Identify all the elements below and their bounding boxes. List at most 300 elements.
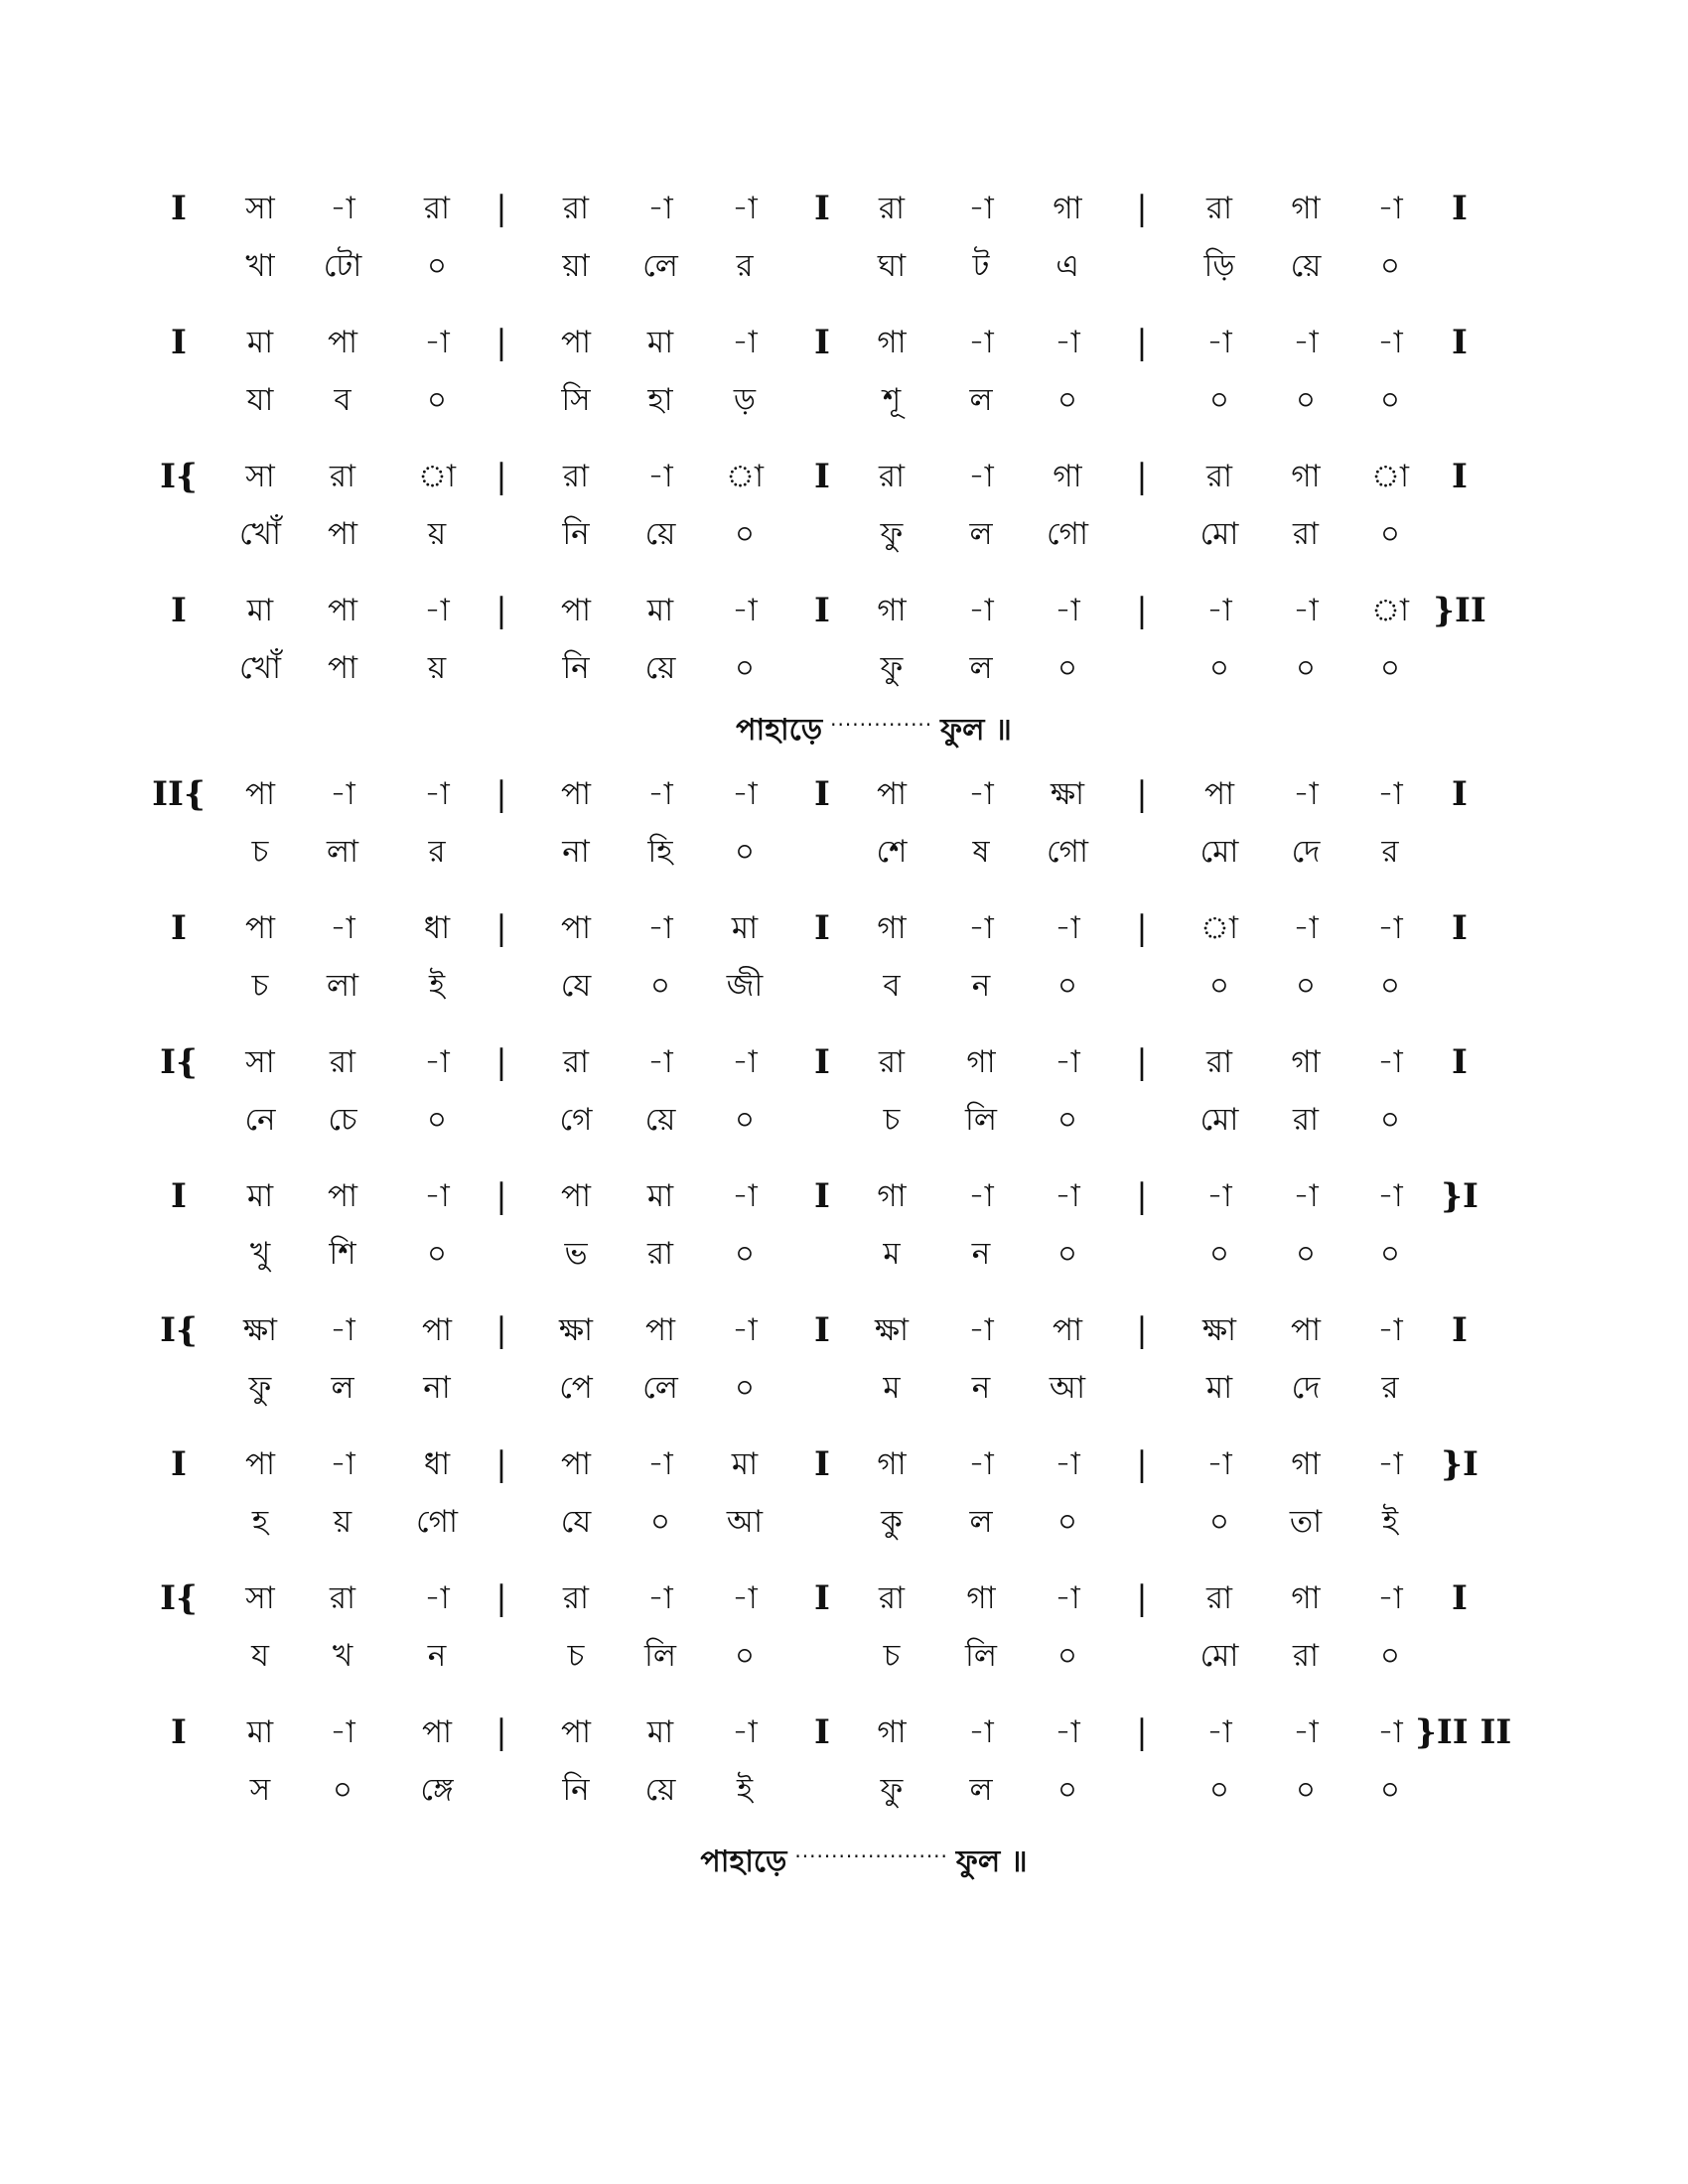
lyric-syllable: খু	[249, 1236, 271, 1272]
swara-note: -া	[1377, 776, 1403, 812]
swara-note: া	[1370, 459, 1409, 494]
lyric-syllable: জী	[726, 968, 764, 1004]
notation-line	[0, 447, 1688, 576]
swara-note: পা	[244, 1446, 276, 1482]
lyric-syllable: শূ	[882, 382, 902, 418]
bar-mark: I	[1452, 189, 1468, 228]
lyric-syllable: টো	[323, 248, 362, 284]
swara-note: -া	[424, 1044, 450, 1080]
swara-note: সা	[245, 459, 275, 494]
lyric-syllable: ০	[1295, 968, 1317, 1004]
swara-note: -া	[1055, 593, 1080, 628]
swara-note: -া	[968, 1178, 994, 1214]
swara-note: রা	[878, 191, 906, 226]
lyric-syllable: ফু	[880, 1772, 904, 1808]
swara-note: গা	[877, 1714, 907, 1750]
notation-line	[0, 898, 1688, 1027]
lyric-syllable: আ	[726, 1504, 764, 1540]
swara-note: -া	[647, 191, 673, 226]
swara-note: মা	[646, 1178, 674, 1214]
bar-mark: I	[814, 189, 830, 228]
swara-note: পা	[560, 1178, 592, 1214]
bar-mark: I	[814, 323, 830, 362]
lyric-syllable: ০	[734, 1236, 756, 1272]
lyric-syllable: ই	[428, 968, 446, 1004]
lyric-syllable: ম	[883, 1370, 901, 1406]
swara-note: -া	[1377, 1714, 1403, 1750]
swara-row	[0, 447, 1688, 506]
swara-note: গা	[1291, 459, 1321, 494]
bar-mark: |	[495, 591, 507, 630]
lyric-syllable: ০	[734, 1370, 756, 1406]
swara-note: -া	[647, 776, 673, 812]
swara-note: -া	[968, 776, 994, 812]
bar-mark: I	[171, 591, 187, 630]
lyric-syllable: ব	[334, 382, 352, 418]
lyric-syllable: ড়ি	[1203, 248, 1235, 284]
swara-note: মা	[646, 325, 674, 360]
swara-note: ক্ষা	[558, 1312, 594, 1348]
lyric-syllable: না	[562, 834, 590, 870]
swara-note: -া	[968, 1312, 994, 1348]
swara-note: -া	[732, 593, 758, 628]
bar-mark: I{	[160, 1578, 198, 1618]
swara-note: া	[725, 459, 764, 494]
swara-note: -া	[1377, 325, 1403, 360]
swara-note: মা	[246, 593, 274, 628]
notation-line	[0, 1032, 1688, 1161]
swara-note: মা	[646, 1714, 674, 1750]
lyric-syllable: লি	[965, 1102, 997, 1138]
lyric-syllable: হি	[647, 834, 673, 870]
swara-note: ক্ষা	[1050, 776, 1085, 812]
lyric-syllable: লা	[326, 968, 359, 1004]
lyric-syllable: স	[249, 1772, 271, 1808]
bar-mark: |	[1136, 1042, 1148, 1082]
lyric-syllable: কু	[881, 1504, 903, 1540]
swara-note: সা	[245, 1044, 275, 1080]
refrain-line	[0, 700, 1688, 755]
lyric-syllable: গো	[1047, 516, 1088, 552]
swara-note: -া	[330, 910, 355, 946]
notation-line	[0, 1166, 1688, 1296]
notation-line	[0, 581, 1688, 710]
swara-note: -া	[1293, 910, 1319, 946]
swara-note: মা	[731, 1446, 759, 1482]
lyric-syllable: গে	[559, 1102, 593, 1138]
notation-line	[0, 1703, 1688, 1832]
swara-row	[0, 313, 1688, 372]
swara-note: রা	[1205, 459, 1233, 494]
lyric-syllable: ০	[426, 1102, 448, 1138]
bar-mark: I	[171, 1444, 187, 1484]
lyric-syllable: ০	[1208, 1504, 1230, 1540]
lyric-syllable: ০	[1379, 1236, 1401, 1272]
lyric-syllable: য়ে	[644, 516, 676, 552]
lyric-syllable: ফু	[880, 516, 904, 552]
lyric-syllable: ভ	[564, 1236, 588, 1272]
swara-note: -া	[1055, 1044, 1080, 1080]
lyric-syllable: নি	[562, 516, 590, 552]
lyric-syllable: ন	[971, 1370, 991, 1406]
swara-note: রা	[878, 1580, 906, 1616]
swara-note: পা	[560, 1446, 592, 1482]
swara-note: -া	[330, 776, 355, 812]
lyric-syllable: ন	[971, 1236, 991, 1272]
lyric-syllable: ০	[332, 1772, 353, 1808]
swara-note: রা	[1205, 1044, 1233, 1080]
swara-note: -া	[1206, 1446, 1232, 1482]
swara-note: মা	[731, 910, 759, 946]
lyric-syllable: ঙ্গে	[420, 1772, 454, 1808]
swara-note: -া	[1377, 1178, 1403, 1214]
lyric-syllable: ০	[1056, 1504, 1078, 1540]
lyric-syllable: ০	[734, 650, 756, 686]
swara-note: ক্ষা	[1201, 1312, 1237, 1348]
bar-mark: }I	[1441, 1444, 1478, 1484]
lyric-syllable: এ	[1055, 248, 1079, 284]
lyric-syllable: দে	[1291, 834, 1321, 870]
swara-note: -া	[330, 191, 355, 226]
lyrics-row	[0, 1358, 1688, 1418]
lyric-syllable: ফু	[880, 650, 904, 686]
bar-mark: I	[1452, 1310, 1468, 1350]
swara-note: -া	[968, 325, 994, 360]
swara-note: -া	[968, 1446, 994, 1482]
swara-note: গা	[966, 1580, 996, 1616]
notation-line	[0, 313, 1688, 442]
lyric-syllable: চ	[251, 834, 269, 870]
swara-note: ক্ষা	[242, 1312, 278, 1348]
swara-note: -া	[330, 1714, 355, 1750]
lyric-syllable: চ	[251, 968, 269, 1004]
bar-mark: I	[1452, 1578, 1468, 1618]
bar-mark: |	[495, 457, 507, 496]
bar-mark: I{	[160, 1042, 198, 1082]
swara-note: -া	[1293, 776, 1319, 812]
lyric-syllable: খোঁ	[239, 650, 281, 686]
swara-note: -া	[732, 1044, 758, 1080]
lyric-syllable: যে	[560, 968, 592, 1004]
lyric-syllable: ০	[1208, 382, 1230, 418]
swara-note: -া	[424, 593, 450, 628]
lyric-syllable: ড়	[733, 382, 757, 418]
bar-mark: I	[1452, 323, 1468, 362]
bar-mark: I	[814, 1310, 830, 1350]
lyric-syllable: ব	[883, 968, 901, 1004]
lyric-syllable: নি	[562, 1772, 590, 1808]
bar-mark: I	[814, 1042, 830, 1082]
lyric-syllable: য়ে	[644, 1102, 676, 1138]
swara-note: রা	[1205, 1580, 1233, 1616]
swara-note: পা	[876, 776, 908, 812]
lyric-syllable: য়	[427, 650, 447, 686]
lyric-syllable: ০	[1379, 650, 1401, 686]
swara-note: -া	[647, 1446, 673, 1482]
swara-note: -া	[732, 191, 758, 226]
lyric-syllable: র	[1381, 1370, 1399, 1406]
swara-note: -া	[1055, 1446, 1080, 1482]
lyric-syllable: ০	[1208, 1772, 1230, 1808]
lyric-syllable: চ	[567, 1638, 585, 1674]
lyric-syllable: নি	[562, 650, 590, 686]
swara-note: গা	[877, 910, 907, 946]
bar-mark: |	[1136, 1176, 1148, 1216]
bar-mark: |	[1136, 323, 1148, 362]
lyric-syllable: য	[251, 1638, 269, 1674]
swara-note: -া	[1055, 1178, 1080, 1214]
swara-row	[0, 179, 1688, 238]
bar-mark: I	[1452, 774, 1468, 814]
swara-note: মা	[246, 1714, 274, 1750]
swara-note: -া	[1206, 593, 1232, 628]
swara-note: -া	[1293, 593, 1319, 628]
lyric-syllable: আ	[1049, 1370, 1086, 1406]
bar-mark: I	[814, 1712, 830, 1752]
lyric-syllable: ০	[734, 1102, 756, 1138]
lyric-syllable: ল	[331, 1370, 354, 1406]
lyrics-row	[0, 236, 1688, 296]
lyric-syllable: মো	[1199, 516, 1239, 552]
refrain-line	[0, 1832, 1688, 1887]
lyric-syllable: ০	[1208, 650, 1230, 686]
swara-note: -া	[1055, 325, 1080, 360]
lyric-syllable: য়ে	[1290, 248, 1322, 284]
lyric-syllable: র	[428, 834, 446, 870]
swara-note: পা	[327, 1178, 358, 1214]
lyric-syllable: রা	[646, 1236, 674, 1272]
bar-mark: I	[171, 908, 187, 948]
swara-note: -া	[1377, 910, 1403, 946]
lyric-syllable: ল	[969, 1504, 993, 1540]
swara-note: পা	[327, 593, 358, 628]
lyric-syllable: ০	[1056, 968, 1078, 1004]
lyrics-row	[0, 638, 1688, 698]
swara-row	[0, 1166, 1688, 1226]
lyric-syllable: ০	[1056, 1638, 1078, 1674]
refrain-dots: ·····················	[794, 1844, 948, 1868]
bar-mark: I	[814, 1176, 830, 1216]
bar-mark: I	[1452, 457, 1468, 496]
swara-note: -া	[647, 459, 673, 494]
lyric-syllable: যে	[560, 1504, 592, 1540]
swara-note: পা	[560, 325, 592, 360]
bar-mark: |	[495, 189, 507, 228]
lyrics-row	[0, 822, 1688, 882]
lyric-syllable: ০	[1208, 1236, 1230, 1272]
lyric-syllable: চে	[328, 1102, 357, 1138]
lyric-syllable: গো	[416, 1504, 458, 1540]
notation-line	[0, 1300, 1688, 1430]
lyric-syllable: খোঁ	[239, 516, 281, 552]
swara-note: -া	[424, 1178, 450, 1214]
bar-mark: }II	[1433, 591, 1486, 630]
lyric-syllable: ল	[969, 516, 993, 552]
lyrics-row	[0, 504, 1688, 564]
bar-mark: |	[1136, 457, 1148, 496]
swara-note: পা	[244, 910, 276, 946]
lyric-syllable: দে	[1291, 1370, 1321, 1406]
lyric-syllable: ০	[1379, 1102, 1401, 1138]
swara-row	[0, 581, 1688, 640]
bar-mark: |	[1136, 908, 1148, 948]
swara-note: -া	[732, 1312, 758, 1348]
refrain-start: পাহাড়ে	[736, 713, 823, 748]
swara-note: -া	[1206, 1714, 1232, 1750]
swara-note: া	[417, 459, 456, 494]
lyrics-row	[0, 1760, 1688, 1820]
bar-mark: I{	[160, 1310, 198, 1350]
bar-mark: |	[1136, 189, 1148, 228]
swara-note: রা	[562, 459, 590, 494]
lyric-syllable: চ	[883, 1638, 901, 1674]
bar-mark: |	[495, 1176, 507, 1216]
swara-note: পা	[421, 1312, 453, 1348]
lyric-syllable: হা	[647, 382, 673, 418]
lyric-syllable: ০	[1208, 968, 1230, 1004]
swara-note: পা	[421, 1714, 453, 1750]
bar-mark: |	[1136, 774, 1148, 814]
bar-mark: I	[171, 323, 187, 362]
swara-note: -া	[1377, 191, 1403, 226]
swara-note: -া	[732, 1580, 758, 1616]
refrain-end: ফুল ॥	[955, 1844, 1028, 1879]
lyric-syllable: ন	[971, 968, 991, 1004]
lyric-syllable: ফু	[248, 1370, 272, 1406]
lyric-syllable: পা	[327, 516, 358, 552]
bar-mark: I	[171, 1712, 187, 1752]
swara-note: -া	[968, 593, 994, 628]
lyric-syllable: লা	[326, 834, 359, 870]
swara-note: -া	[1206, 1178, 1232, 1214]
lyric-syllable: য়ে	[644, 1772, 676, 1808]
lyric-syllable: ল	[969, 1772, 993, 1808]
bar-mark: I	[1452, 908, 1468, 948]
lyric-syllable: ০	[1295, 1236, 1317, 1272]
lyric-syllable: রা	[1292, 516, 1320, 552]
lyric-syllable: লি	[644, 1638, 676, 1674]
notation-line	[0, 1434, 1688, 1564]
lyric-syllable: লি	[965, 1638, 997, 1674]
swara-note: -া	[732, 776, 758, 812]
swara-note: -া	[330, 1446, 355, 1482]
swara-note: -া	[732, 1714, 758, 1750]
bar-mark: |	[1136, 1712, 1148, 1752]
bar-mark: I	[814, 908, 830, 948]
swara-note: -া	[1377, 1044, 1403, 1080]
swara-row	[0, 898, 1688, 958]
lyric-syllable: মা	[1205, 1370, 1233, 1406]
lyric-syllable: রা	[1292, 1638, 1320, 1674]
swara-note: পা	[560, 910, 592, 946]
swara-note: রা	[423, 191, 451, 226]
lyric-syllable: ০	[1295, 650, 1317, 686]
lyric-syllable: না	[423, 1370, 451, 1406]
swara-note: -া	[1055, 1580, 1080, 1616]
lyric-syllable: ই	[1381, 1504, 1399, 1540]
bar-mark: |	[1136, 1444, 1148, 1484]
swara-note: া	[1199, 910, 1238, 946]
lyric-syllable: ই	[736, 1772, 754, 1808]
lyrics-row	[0, 1224, 1688, 1284]
swara-note: -া	[424, 1580, 450, 1616]
lyric-syllable: ম	[883, 1236, 901, 1272]
lyric-syllable: মো	[1199, 1638, 1239, 1674]
refrain-dots: ··············	[830, 713, 933, 737]
lyric-syllable: র	[736, 248, 754, 284]
swara-note: পা	[1052, 1312, 1083, 1348]
lyric-syllable: ০	[1379, 248, 1401, 284]
lyric-syllable: ০	[734, 516, 756, 552]
bar-mark: I	[814, 1444, 830, 1484]
bar-mark: I	[814, 457, 830, 496]
lyric-syllable: তা	[1289, 1504, 1323, 1540]
lyric-syllable: চ	[883, 1102, 901, 1138]
bar-mark: }I	[1441, 1176, 1478, 1216]
lyrics-row	[0, 956, 1688, 1016]
lyric-syllable: খ	[332, 1638, 353, 1674]
bar-mark: |	[495, 1578, 507, 1618]
bar-mark: I	[814, 591, 830, 630]
swara-note: গা	[1291, 1044, 1321, 1080]
lyric-syllable: গো	[1047, 834, 1088, 870]
lyric-syllable: শে	[876, 834, 908, 870]
lyric-syllable: ০	[1056, 650, 1078, 686]
lyrics-row	[0, 1626, 1688, 1686]
bar-mark: |	[1136, 1578, 1148, 1618]
bar-mark: |	[495, 908, 507, 948]
bar-mark: }II II	[1415, 1712, 1512, 1752]
swara-note: পা	[244, 776, 276, 812]
lyric-syllable: ০	[1379, 968, 1401, 1004]
lyric-syllable: ০	[649, 1504, 671, 1540]
swara-note: গা	[1053, 191, 1082, 226]
lyric-syllable: ০	[734, 834, 756, 870]
swara-note: -া	[968, 1714, 994, 1750]
bar-mark: II{	[152, 774, 206, 814]
swara-row	[0, 1569, 1688, 1628]
swara-note: সা	[245, 191, 275, 226]
lyric-syllable: ঘা	[877, 248, 907, 284]
lyric-syllable: ০	[649, 968, 671, 1004]
swara-note: -া	[647, 910, 673, 946]
swara-note: গা	[966, 1044, 996, 1080]
swara-note: -া	[732, 325, 758, 360]
lyric-syllable: পা	[327, 650, 358, 686]
lyric-syllable: য়	[333, 1504, 352, 1540]
lyrics-row	[0, 1090, 1688, 1150]
swara-note: পা	[1290, 1312, 1322, 1348]
refrain-end: ফুল ॥	[940, 713, 1012, 748]
lyric-syllable: ০	[426, 248, 448, 284]
swara-note: -া	[968, 191, 994, 226]
bar-mark: |	[495, 1712, 507, 1752]
lyric-syllable: যা	[246, 382, 274, 418]
lyric-syllable: মো	[1199, 1102, 1239, 1138]
swara-note: রা	[329, 1580, 356, 1616]
swara-note: -া	[1206, 325, 1232, 360]
lyric-syllable: ০	[1056, 1102, 1078, 1138]
lyric-syllable: ট	[972, 248, 990, 284]
lyric-syllable: ল	[969, 650, 993, 686]
swara-note: মা	[246, 325, 274, 360]
lyric-syllable: নে	[244, 1102, 276, 1138]
swara-note: রা	[1205, 191, 1233, 226]
lyric-syllable: ০	[734, 1638, 756, 1674]
swara-note: মা	[246, 1178, 274, 1214]
swara-row	[0, 1703, 1688, 1762]
lyric-syllable: পে	[559, 1370, 593, 1406]
